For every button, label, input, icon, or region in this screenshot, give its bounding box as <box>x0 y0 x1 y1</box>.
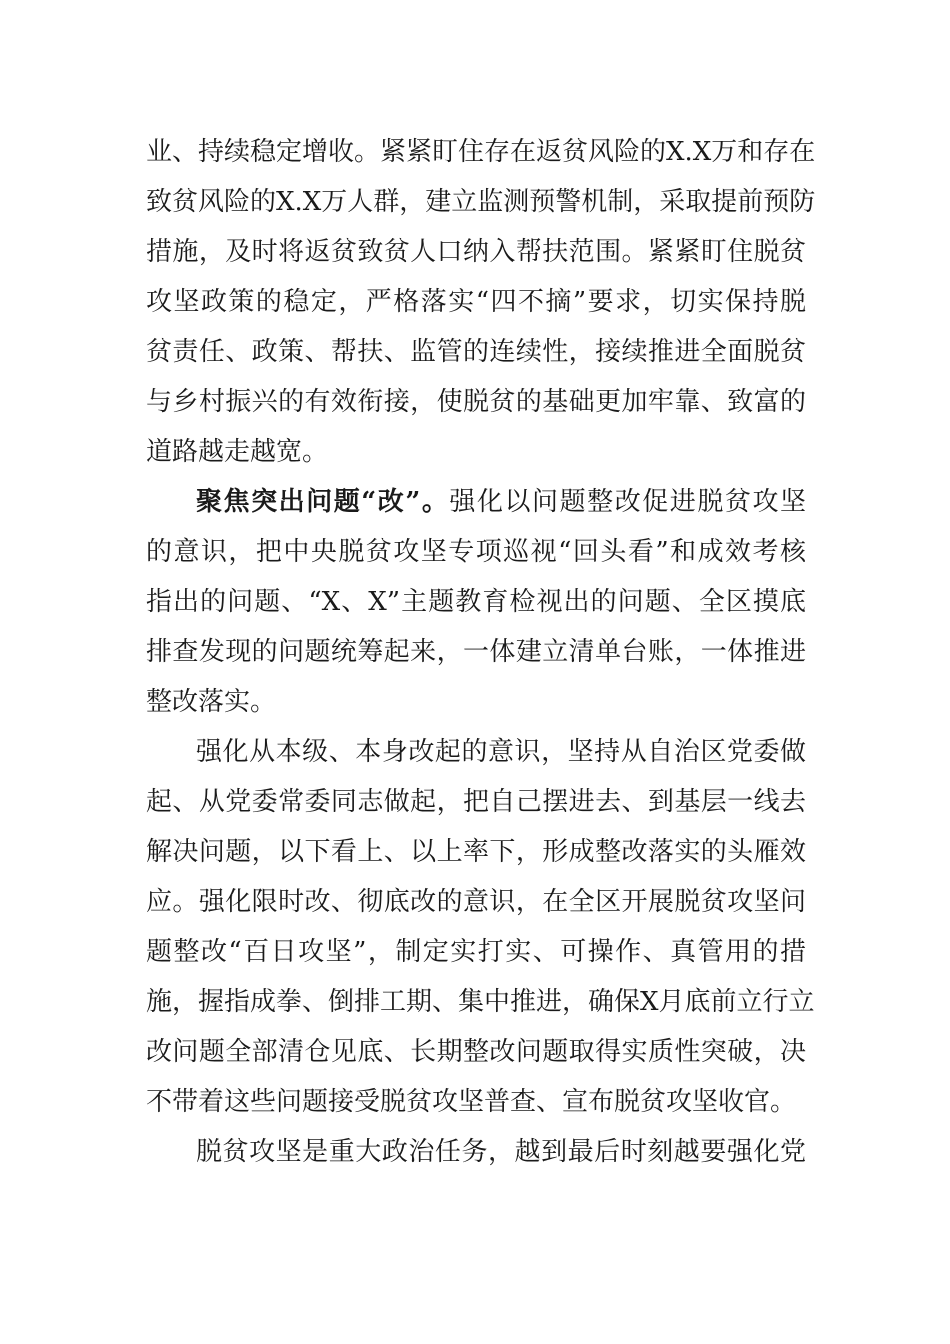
text-line: 道路越走越宽。 <box>146 437 329 467</box>
text-line: 指出的问题、“X、X”主题教育检视出的问题、全区摸底 <box>146 587 806 617</box>
text-line: 业、持续稳定增收。紧紧盯住存在返贫风险的X.X万和存在 <box>146 137 816 167</box>
section-heading: 聚焦突出问题“改”。 <box>196 487 450 517</box>
text-line: 应。强化限时改、彻底改的意识，在全区开展脱贫攻坚问 <box>146 887 806 917</box>
text-line: 改问题全部清仓见底、长期整改问题取得实质性突破，决 <box>146 1037 806 1067</box>
text-line: 与乡村振兴的有效衔接，使脱贫的基础更加牢靠、致富的 <box>146 387 806 417</box>
paragraph-first-line <box>196 482 806 522</box>
text-line: 脱贫攻坚是重大政治任务，越到最后时刻越要强化党 <box>196 1137 806 1167</box>
text-line: 的意识，把中央脱贫攻坚专项巡视“回头看”和成效考核 <box>146 537 806 567</box>
text-line: 解决问题，以下看上、以上率下，形成整改落实的头雁效 <box>146 837 806 867</box>
text-line: 排查发现的问题统筹起来，一体建立清单台账，一体推进 <box>146 637 806 667</box>
text-line: 措施，及时将返贫致贫人口纳入帮扶范围。紧紧盯住脱贫 <box>146 237 806 267</box>
text-line: 贫责任、政策、帮扶、监管的连续性，接续推进全面脱贫 <box>146 337 806 367</box>
text-line: 不带着这些问题接受脱贫攻坚普查、宣布脱贫攻坚收官。 <box>146 1087 797 1117</box>
text-line: 强化从本级、本身改起的意识，坚持从自治区党委做 <box>196 737 806 767</box>
text-line: 题整改“百日攻坚”，制定实打实、可操作、真管用的措 <box>146 937 806 967</box>
text-line: 攻坚政策的稳定，严格落实“四不摘”要求，切实保持脱 <box>146 287 806 317</box>
text-line: 施，握指成拳、倒排工期、集中推进，确保X月底前立行立 <box>146 987 815 1017</box>
text-line: 整改落实。 <box>146 687 277 717</box>
text-run: 强化以问题整改促进脱贫攻坚 <box>449 487 806 517</box>
text-line: 起、从党委常委同志做起，把自己摆进去、到基层一线去 <box>146 787 806 817</box>
text-line: 致贫风险的X.X万人群，建立监测预警机制，采取提前预防 <box>146 187 816 217</box>
